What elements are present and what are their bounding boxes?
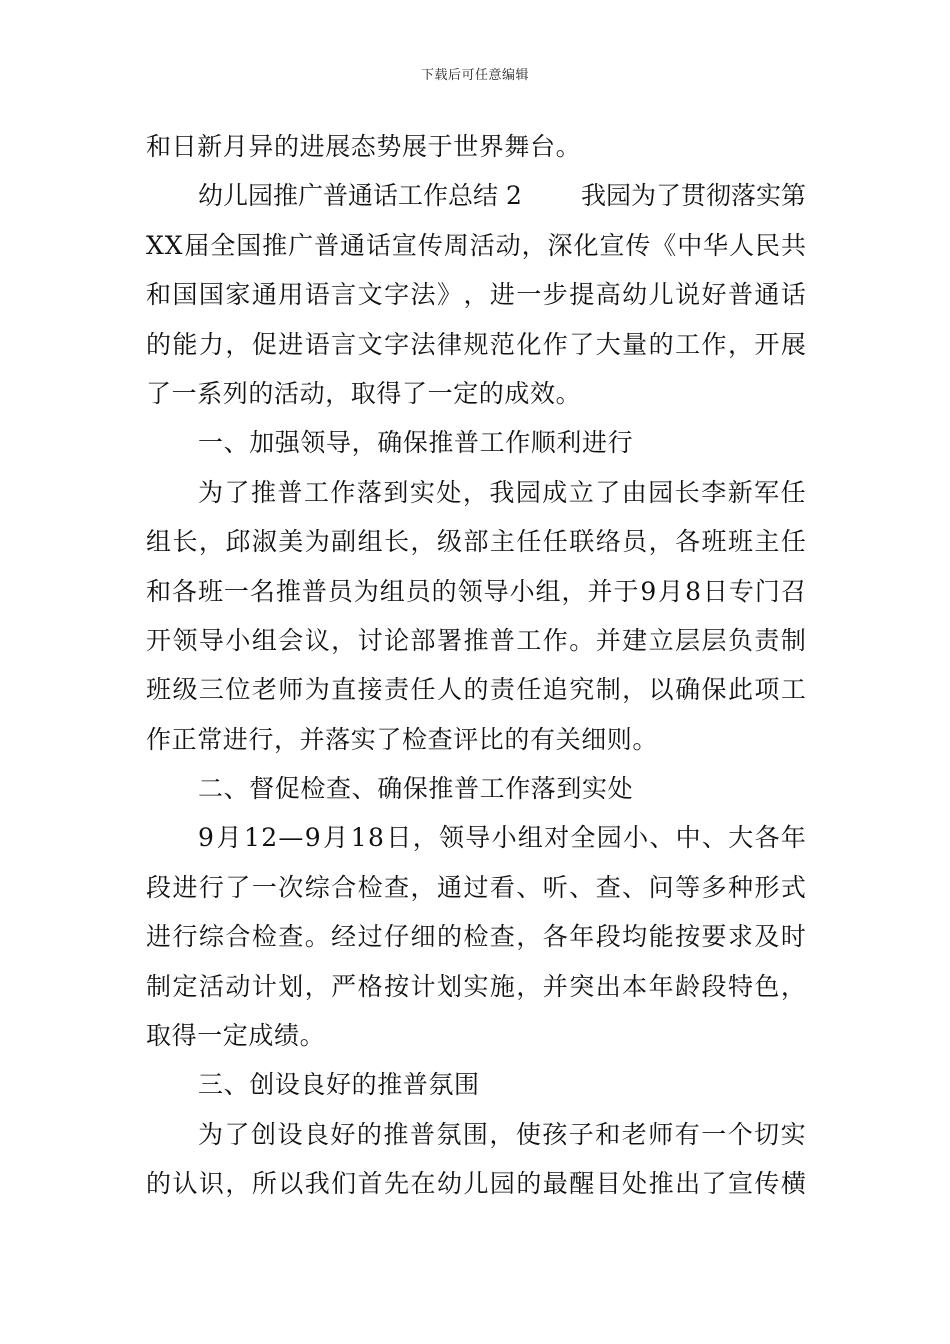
- text-line: X X 届 全 国 推 广 普 通 话 宣 传 周 活 动 ， 深 化 宣 传 《 中 华 人 民 共: [146, 230, 806, 260]
- text-line: 和日新月异的进展态势展于世界舞台。: [146, 132, 582, 161]
- section-heading: 三、创设良好的推普氛围: [198, 1070, 480, 1100]
- text-line: 和 国 国 家 通 用 语 言 文 字 法 》 ， 进 一 步 提 高 幼 儿 说 好 普 通 话: [146, 280, 806, 310]
- text-line: 制 定 活 动 计 划 ， 严 格 按 计 划 实 施 ， 并 突 出 本 年 龄 段 特 色 ，: [146, 971, 806, 1001]
- text-line: 取得一定成绩。: [146, 1021, 326, 1051]
- section-title-line: [146, 171, 806, 220]
- text-line: 作正常进行，并落实了检查评比的有关细则。: [146, 724, 659, 754]
- page-header-note: 下载后可任意编辑: [420, 68, 529, 83]
- text-line: 组 长 ， 邱 淑 美 为 副 组 长 ， 级 部 主 任 任 联 络 员 ， 各 班 班 主 任: [146, 527, 806, 557]
- text-line: 段 进 行 了 一 次 综 合 检 查 ， 通 过 看 、 听 、 查 、 问 等 多 种 形 式: [146, 872, 806, 902]
- document-subtitle: 幼儿园推广普通话工作总结 2: [198, 181, 522, 211]
- text-line: 和 各 班 一 名 推 普 员 为 组 员 的 领 导 小 组 ， 并 于 9 月 8 日 专 门 召: [146, 576, 806, 606]
- section-heading: 一、加强领导，确保推普工作顺利进行: [198, 428, 634, 458]
- document-body: [146, 122, 806, 1209]
- section-heading: 二、督促检查、确保推普工作落到实处: [198, 774, 634, 804]
- text-line: 班 级 三 位 老 师 为 直 接 责 任 人 的 责 任 追 究 制 ， 以 确 保 此 项 工: [146, 675, 806, 705]
- text-line: 进 行 综 合 检 查 。 经 过 仔 细 的 检 查 ， 各 年 段 均 能 按 要 求 及 时: [146, 922, 806, 952]
- text-line: 了一系列的活动，取得了一定的成效。: [146, 378, 582, 408]
- text-line: 为 了 推 普 工 作 落 到 实 处 ， 我 园 成 立 了 由 园 长 李 新 军 任: [198, 477, 806, 507]
- text-line: 开 领 导 小 组 会 议 ， 讨 论 部 署 推 普 工 作 。 并 建 立 层 层 负 责 制: [146, 625, 806, 655]
- text-line: 的 能 力 ， 促 进 语 言 文 字 法 律 规 范 化 作 了 大 量 的 工 作 ， 开 展: [146, 329, 806, 359]
- text-segment: 我园为了贯彻落实第: [580, 181, 806, 211]
- text-line: 的 认 识 ， 所 以 我 们 首 先 在 幼 儿 园 的 最 醒 目 处 推 出 了 宣 传 横: [146, 1169, 806, 1199]
- text-line: 9 月 1 2 — 9 月 1 8 日 ， 领 导 小 组 对 全 园 小 、 中 、 大 各 年: [198, 823, 806, 853]
- text-line: 为 了 创 设 良 好 的 推 普 氛 围 ， 使 孩 子 和 老 师 有 一 个 切 实: [198, 1119, 806, 1149]
